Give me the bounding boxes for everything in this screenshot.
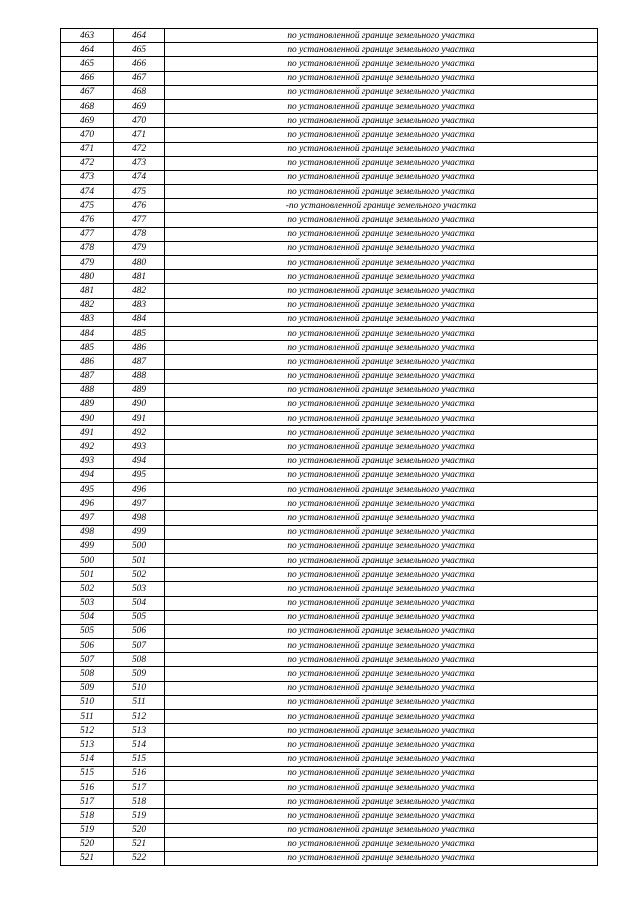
point-from-cell: 483	[61, 312, 114, 326]
point-from-cell: 477	[61, 227, 114, 241]
point-to-cell: 517	[114, 780, 165, 794]
boundary-description-cell: по установленной границе земельного участка	[165, 383, 598, 397]
boundary-description-cell: по установленной границе земельного участка	[165, 71, 598, 85]
boundary-description-cell: по установленной границе земельного участка	[165, 738, 598, 752]
table-row	[61, 851, 598, 865]
table-row	[61, 170, 598, 184]
point-to-cell: 479	[114, 241, 165, 255]
point-to-cell: 478	[114, 227, 165, 241]
point-to-cell: 514	[114, 738, 165, 752]
point-from-cell: 476	[61, 213, 114, 227]
point-to-cell: 487	[114, 355, 165, 369]
point-to-cell: 467	[114, 71, 165, 85]
table-row	[61, 270, 598, 284]
point-from-cell: 501	[61, 568, 114, 582]
point-to-cell: 508	[114, 653, 165, 667]
table-row	[61, 823, 598, 837]
table-row	[61, 298, 598, 312]
point-from-cell: 481	[61, 284, 114, 298]
point-to-cell: 484	[114, 312, 165, 326]
point-from-cell: 488	[61, 383, 114, 397]
point-from-cell: 480	[61, 270, 114, 284]
table-row	[61, 809, 598, 823]
point-from-cell: 487	[61, 369, 114, 383]
table-row	[61, 724, 598, 738]
table-row	[61, 440, 598, 454]
point-to-cell: 497	[114, 497, 165, 511]
boundary-description-cell: по установленной границе земельного участка	[165, 809, 598, 823]
boundary-description-cell: по установленной границе земельного участка	[165, 29, 598, 43]
point-from-cell: 520	[61, 837, 114, 851]
table-row	[61, 284, 598, 298]
table-row	[61, 667, 598, 681]
boundary-description-cell: по установленной границе земельного участка	[165, 128, 598, 142]
point-from-cell: 499	[61, 539, 114, 553]
point-to-cell: 498	[114, 511, 165, 525]
table-row	[61, 341, 598, 355]
point-from-cell: 517	[61, 795, 114, 809]
point-from-cell: 507	[61, 653, 114, 667]
table-row	[61, 397, 598, 411]
table-row	[61, 653, 598, 667]
boundary-description-cell: по установленной границе земельного участка	[165, 454, 598, 468]
boundary-description-cell: по установленной границе земельного участка	[165, 539, 598, 553]
boundary-description-cell: по установленной границе земельного участка	[165, 582, 598, 596]
table-row	[61, 639, 598, 653]
table-row	[61, 681, 598, 695]
table-row	[61, 738, 598, 752]
boundary-description-cell: по установленной границе земельного участка	[165, 213, 598, 227]
boundary-description-cell: по установленной границе земельного участка	[165, 483, 598, 497]
point-to-cell: 509	[114, 667, 165, 681]
point-to-cell: 472	[114, 142, 165, 156]
boundary-description-cell: по установленной границе земельного участка	[165, 468, 598, 482]
table-row	[61, 156, 598, 170]
boundary-description-cell: по установленной границе земельного участка	[165, 142, 598, 156]
boundary-description-cell: по установленной границе земельного участка	[165, 256, 598, 270]
boundary-description-cell: по установленной границе земельного участка	[165, 369, 598, 383]
table-row	[61, 369, 598, 383]
point-from-cell: 497	[61, 511, 114, 525]
table-row	[61, 312, 598, 326]
point-to-cell: 511	[114, 695, 165, 709]
boundary-description-cell: по установленной границе земельного участка	[165, 624, 598, 638]
point-from-cell: 500	[61, 553, 114, 567]
point-from-cell: 498	[61, 525, 114, 539]
point-to-cell: 505	[114, 610, 165, 624]
point-from-cell: 468	[61, 99, 114, 113]
table-row	[61, 483, 598, 497]
point-to-cell: 495	[114, 468, 165, 482]
table-row	[61, 525, 598, 539]
boundary-description-cell: по установленной границе земельного участка	[165, 227, 598, 241]
point-from-cell: 489	[61, 397, 114, 411]
boundary-description-cell: по установленной границе земельного участка	[165, 610, 598, 624]
point-from-cell: 513	[61, 738, 114, 752]
boundary-description-cell: по установленной границе земельного участка	[165, 525, 598, 539]
boundary-description-cell: по установленной границе земельного участка	[165, 780, 598, 794]
point-from-cell: 467	[61, 85, 114, 99]
table-row	[61, 185, 598, 199]
point-to-cell: 502	[114, 568, 165, 582]
point-to-cell: 506	[114, 624, 165, 638]
table-row	[61, 355, 598, 369]
table-row	[61, 624, 598, 638]
point-to-cell: 483	[114, 298, 165, 312]
point-from-cell: 518	[61, 809, 114, 823]
point-from-cell: 509	[61, 681, 114, 695]
point-to-cell: 520	[114, 823, 165, 837]
point-from-cell: 511	[61, 710, 114, 724]
boundary-description-cell: по установленной границе земельного участка	[165, 241, 598, 255]
boundary-description-cell: по установленной границе земельного участка	[165, 298, 598, 312]
table-row	[61, 511, 598, 525]
table-row	[61, 57, 598, 71]
point-from-cell: 475	[61, 199, 114, 213]
boundary-description-cell: по установленной границе земельного участка	[165, 837, 598, 851]
boundary-description-cell: по установленной границе земельного участка	[165, 185, 598, 199]
point-from-cell: 482	[61, 298, 114, 312]
point-to-cell: 521	[114, 837, 165, 851]
point-to-cell: 504	[114, 596, 165, 610]
table-row	[61, 766, 598, 780]
point-from-cell: 471	[61, 142, 114, 156]
point-to-cell: 474	[114, 170, 165, 184]
point-from-cell: 515	[61, 766, 114, 780]
boundary-description-cell: -по установленной границе земельного участка	[165, 199, 598, 213]
table-row	[61, 539, 598, 553]
point-to-cell: 481	[114, 270, 165, 284]
point-to-cell: 471	[114, 128, 165, 142]
point-to-cell: 518	[114, 795, 165, 809]
table-row	[61, 412, 598, 426]
point-from-cell: 506	[61, 639, 114, 653]
point-to-cell: 482	[114, 284, 165, 298]
table-row	[61, 468, 598, 482]
point-to-cell: 488	[114, 369, 165, 383]
table-row	[61, 128, 598, 142]
boundary-description-cell: по установленной границе земельного участка	[165, 341, 598, 355]
point-to-cell: 500	[114, 539, 165, 553]
point-from-cell: 485	[61, 341, 114, 355]
point-to-cell: 494	[114, 454, 165, 468]
point-from-cell: 492	[61, 440, 114, 454]
point-from-cell: 512	[61, 724, 114, 738]
boundary-description-cell: по установленной границе земельного участка	[165, 397, 598, 411]
point-to-cell: 477	[114, 213, 165, 227]
point-to-cell: 512	[114, 710, 165, 724]
table-row	[61, 497, 598, 511]
boundary-description-cell: по установленной границе земельного участка	[165, 710, 598, 724]
boundary-description-cell: по установленной границе земельного участка	[165, 85, 598, 99]
point-to-cell: 480	[114, 256, 165, 270]
table-row	[61, 199, 598, 213]
point-from-cell: 469	[61, 114, 114, 128]
point-from-cell: 484	[61, 326, 114, 340]
boundary-description-cell: по установленной границе земельного участка	[165, 284, 598, 298]
point-to-cell: 516	[114, 766, 165, 780]
table-row	[61, 43, 598, 57]
point-to-cell: 465	[114, 43, 165, 57]
point-from-cell: 494	[61, 468, 114, 482]
boundary-description-cell: по установленной границе земельного участка	[165, 851, 598, 865]
table-row	[61, 213, 598, 227]
point-to-cell: 515	[114, 752, 165, 766]
table-row	[61, 780, 598, 794]
point-to-cell: 522	[114, 851, 165, 865]
point-to-cell: 475	[114, 185, 165, 199]
table-body	[61, 29, 598, 866]
point-to-cell: 476	[114, 199, 165, 213]
boundary-description-cell: по установленной границе земельного участка	[165, 568, 598, 582]
point-from-cell: 466	[61, 71, 114, 85]
table-row	[61, 454, 598, 468]
point-from-cell: 478	[61, 241, 114, 255]
table-row	[61, 553, 598, 567]
table-row	[61, 99, 598, 113]
table-row	[61, 582, 598, 596]
point-to-cell: 473	[114, 156, 165, 170]
boundary-description-cell: по установленной границе земельного участка	[165, 511, 598, 525]
point-from-cell: 491	[61, 426, 114, 440]
point-from-cell: 514	[61, 752, 114, 766]
point-to-cell: 469	[114, 99, 165, 113]
point-to-cell: 466	[114, 57, 165, 71]
boundary-description-cell: по установленной границе земельного участка	[165, 667, 598, 681]
point-from-cell: 472	[61, 156, 114, 170]
point-from-cell: 508	[61, 667, 114, 681]
boundary-description-cell: по установленной границе земельного участка	[165, 270, 598, 284]
table-row	[61, 241, 598, 255]
table-row	[61, 383, 598, 397]
table-row	[61, 752, 598, 766]
table-row	[61, 837, 598, 851]
point-from-cell: 505	[61, 624, 114, 638]
point-from-cell: 465	[61, 57, 114, 71]
boundary-description-cell: по установленной границе земельного участка	[165, 43, 598, 57]
boundary-description-cell: по установленной границе земельного участка	[165, 412, 598, 426]
point-to-cell: 468	[114, 85, 165, 99]
point-to-cell: 501	[114, 553, 165, 567]
point-from-cell: 486	[61, 355, 114, 369]
point-from-cell: 496	[61, 497, 114, 511]
point-from-cell: 479	[61, 256, 114, 270]
boundary-description-cell: по установленной границе земельного участка	[165, 695, 598, 709]
boundary-description-cell: по установленной границе земельного участка	[165, 99, 598, 113]
table-row	[61, 326, 598, 340]
point-from-cell: 493	[61, 454, 114, 468]
point-from-cell: 463	[61, 29, 114, 43]
point-to-cell: 490	[114, 397, 165, 411]
point-from-cell: 474	[61, 185, 114, 199]
table-row	[61, 710, 598, 724]
boundary-description-cell: по установленной границе земельного участка	[165, 681, 598, 695]
table-row	[61, 227, 598, 241]
point-to-cell: 519	[114, 809, 165, 823]
point-from-cell: 502	[61, 582, 114, 596]
boundary-description-cell: по установленной границе земельного участка	[165, 653, 598, 667]
point-to-cell: 491	[114, 412, 165, 426]
boundary-table	[60, 28, 598, 866]
point-from-cell: 510	[61, 695, 114, 709]
table-row	[61, 596, 598, 610]
point-to-cell: 492	[114, 426, 165, 440]
table-row	[61, 114, 598, 128]
boundary-description-cell: по установленной границе земельного участка	[165, 823, 598, 837]
boundary-description-cell: по установленной границе земельного участка	[165, 312, 598, 326]
boundary-description-cell: по установленной границе земельного участка	[165, 326, 598, 340]
point-to-cell: 493	[114, 440, 165, 454]
table-row	[61, 256, 598, 270]
point-to-cell: 503	[114, 582, 165, 596]
boundary-description-cell: по установленной границе земельного участка	[165, 724, 598, 738]
point-from-cell: 490	[61, 412, 114, 426]
point-from-cell: 473	[61, 170, 114, 184]
point-from-cell: 504	[61, 610, 114, 624]
table-row	[61, 142, 598, 156]
table-row	[61, 795, 598, 809]
boundary-description-cell: по установленной границе земельного участка	[165, 639, 598, 653]
point-from-cell: 495	[61, 483, 114, 497]
point-from-cell: 519	[61, 823, 114, 837]
boundary-description-cell: по установленной границе земельного участка	[165, 156, 598, 170]
table-row	[61, 568, 598, 582]
boundary-description-cell: по установленной границе земельного участка	[165, 766, 598, 780]
point-to-cell: 485	[114, 326, 165, 340]
point-from-cell: 521	[61, 851, 114, 865]
point-to-cell: 464	[114, 29, 165, 43]
point-from-cell: 470	[61, 128, 114, 142]
table-row	[61, 610, 598, 624]
boundary-description-cell: по установленной границе земельного участка	[165, 497, 598, 511]
boundary-description-cell: по установленной границе земельного участка	[165, 426, 598, 440]
point-to-cell: 499	[114, 525, 165, 539]
point-to-cell: 486	[114, 341, 165, 355]
boundary-description-cell: по установленной границе земельного участка	[165, 752, 598, 766]
point-from-cell: 516	[61, 780, 114, 794]
table-row	[61, 29, 598, 43]
table-row	[61, 85, 598, 99]
boundary-description-cell: по установленной границе земельного участка	[165, 440, 598, 454]
boundary-description-cell: по установленной границе земельного участка	[165, 553, 598, 567]
table-row	[61, 71, 598, 85]
point-to-cell: 510	[114, 681, 165, 695]
boundary-description-cell: по установленной границе земельного участка	[165, 355, 598, 369]
point-to-cell: 470	[114, 114, 165, 128]
point-to-cell: 513	[114, 724, 165, 738]
boundary-description-cell: по установленной границе земельного участка	[165, 170, 598, 184]
point-to-cell: 489	[114, 383, 165, 397]
boundary-description-cell: по установленной границе земельного участка	[165, 57, 598, 71]
boundary-description-cell: по установленной границе земельного участка	[165, 114, 598, 128]
table-row	[61, 695, 598, 709]
point-to-cell: 507	[114, 639, 165, 653]
table-row	[61, 426, 598, 440]
point-from-cell: 503	[61, 596, 114, 610]
point-from-cell: 464	[61, 43, 114, 57]
point-to-cell: 496	[114, 483, 165, 497]
boundary-description-cell: по установленной границе земельного участка	[165, 795, 598, 809]
boundary-description-cell: по установленной границе земельного участка	[165, 596, 598, 610]
